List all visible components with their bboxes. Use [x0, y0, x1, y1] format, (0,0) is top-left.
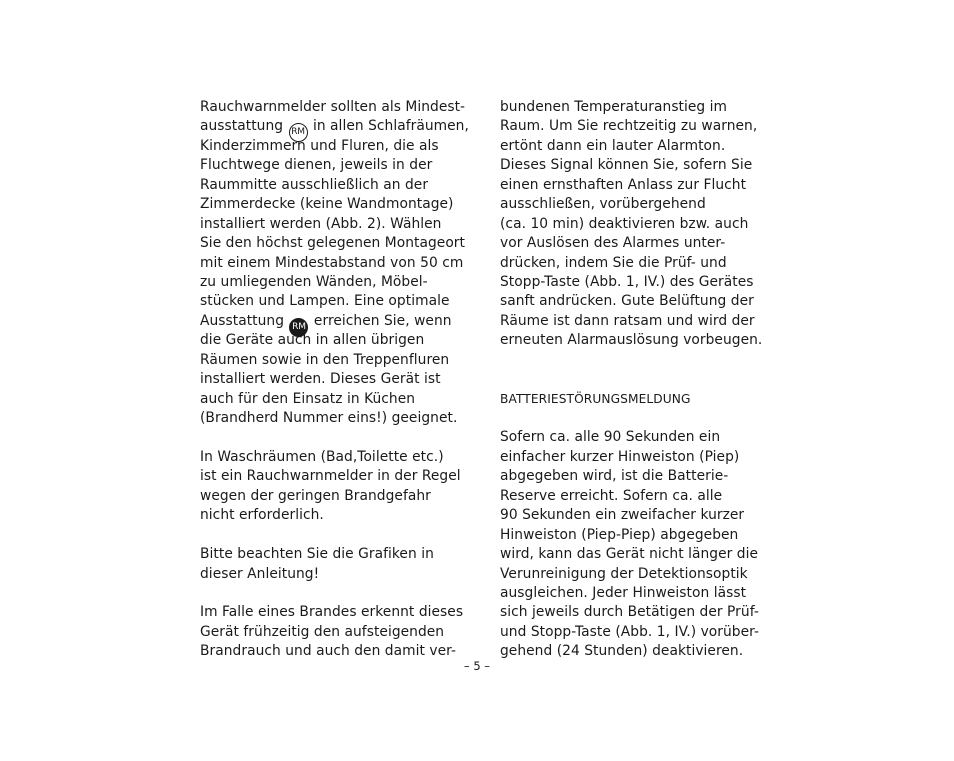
section-heading: BATTERIESTÖRUNGSMELDUNG: [500, 391, 691, 406]
text-line: nicht erforderlich.: [200, 507, 324, 524]
text-line: Verunreinigung der Detektionsoptik: [500, 565, 748, 582]
text-line: sanft andrücken. Gute Belüftung der: [500, 293, 754, 310]
text-line: dieser Anleitung!: [200, 565, 320, 582]
text-line: erneuten Alarmauslösung vorbeugen.: [500, 332, 763, 349]
text-line: auch für den Einsatz in Küchen: [200, 390, 416, 407]
text-line: ertönt dann ein lauter Alarmton.: [500, 137, 726, 154]
paragraph-spacer: [500, 351, 762, 370]
text-line: abgegeben wird, ist die Batterie-: [500, 468, 729, 485]
left-column: [200, 98, 469, 662]
paragraph-spacer: [200, 526, 462, 545]
text-line: Im Falle eines Brandes erkennt dieses: [200, 604, 464, 621]
paragraph-battery-warning: [500, 428, 762, 661]
rm-minimum-equipment-icon: RM: [289, 123, 308, 142]
text-line: sich jeweils durch Betätigen der Prüf-: [500, 604, 759, 621]
text-line: wegen der geringen Brandgefahr: [200, 487, 431, 504]
text-line: Rauchwarnmelder sollten als Mindest-: [200, 99, 466, 115]
text-line: installiert werden. Dieses Gerät ist: [200, 371, 441, 388]
paragraph-alarm-continuation: [500, 98, 762, 351]
text-line: Stopp-Taste (Abb. 1, IV.) des Gerätes: [500, 273, 754, 290]
text-line: Kinderzimmern und Fluren, die als: [200, 137, 439, 154]
text-line: Raummitte ausschließlich an der: [200, 176, 429, 193]
paragraph-spacer: [500, 370, 762, 389]
paragraph-spacer: [500, 409, 762, 428]
text-line: zu umliegenden Wänden, Möbel-: [200, 273, 428, 290]
paragraph-spacer: [200, 428, 462, 447]
text-line: ist ein Rauchwarnmelder in der Regel: [200, 468, 461, 485]
text-line: einfacher kurzer Hinweiston (Piep): [500, 448, 740, 465]
text-line: Fluchtwege dienen, jeweils in der: [200, 157, 433, 174]
text-line: Räume ist dann ratsam und wird der: [500, 312, 755, 329]
text-line: Räumen sowie in den Treppenfluren: [200, 351, 450, 368]
text-line: Sofern ca. alle 90 Sekunden ein: [500, 429, 721, 446]
text-line: ausschließen, vorübergehend: [500, 196, 706, 213]
text-line: mit einem Mindestabstand von 50 cm: [200, 254, 464, 271]
text-line: installiert werden (Abb. 2). Wählen: [200, 215, 442, 232]
text-line: stücken und Lampen. Eine optimale: [200, 293, 450, 310]
text-fragment: erreichen Sie, wenn: [313, 312, 452, 329]
paragraph-spacer: [200, 584, 462, 603]
right-column: [500, 98, 762, 662]
text-line: ausgleichen. Jeder Hinweiston lässt: [500, 584, 747, 601]
text-line: Dieses Signal können Sie, sofern Sie: [500, 157, 753, 174]
text-line: wird, kann das Gerät nicht länger die: [500, 546, 759, 563]
paragraph-mounting-recommendation: [200, 98, 469, 428]
text-line: Brandrauch und auch den damit ver-: [200, 643, 457, 660]
text-line: Sie den höchst gelegenen Montageort: [200, 235, 465, 252]
text-line: Raum. Um Sie rechtzeitig zu warnen,: [500, 118, 758, 135]
paragraph-fire-detection: [200, 603, 462, 661]
paragraph-washrooms: [200, 448, 462, 526]
text-line: gehend (24 Stunden) deaktivieren.: [500, 643, 744, 660]
text-line: 90 Sekunden ein zweifacher kurzer: [500, 507, 745, 524]
text-line: Reserve erreicht. Sofern ca. alle: [500, 487, 723, 504]
page-number: – 5 –: [463, 659, 491, 673]
text-line: Gerät frühzeitig den aufsteigenden: [200, 623, 445, 640]
text-fragment: Ausstattung: [200, 312, 289, 329]
text-fragment: in allen Schlafräumen,: [312, 118, 469, 135]
text-line: [200, 117, 469, 138]
text-line: drücken, indem Sie die Prüf- und: [500, 254, 727, 271]
text-line: Hinweiston (Piep-Piep) abgegeben: [500, 526, 739, 543]
text-line: die Geräte auch in allen übrigen: [200, 332, 425, 349]
text-line: und Stopp-Taste (Abb. 1, IV.) vorüber-: [500, 623, 760, 640]
text-line: (Brandherd Nummer eins!) geeignet.: [200, 410, 458, 426]
text-line: In Waschräumen (Bad,Toilette etc.): [200, 448, 444, 465]
rm-optimal-equipment-icon: RM: [289, 318, 308, 337]
text-line: einen ernsthaften Anlass zur Flucht: [500, 176, 747, 193]
text-line: Zimmerdecke (keine Wandmontage): [200, 196, 454, 213]
paragraph-graphics-note: [200, 545, 462, 584]
text-line: bundenen Temperaturanstieg im: [500, 99, 728, 115]
text-fragment: ausstattung: [200, 118, 288, 135]
text-line: [200, 312, 462, 331]
text-line: Bitte beachten Sie die Grafiken in: [200, 546, 434, 563]
text-line: vor Auslösen des Alarmes unter-: [500, 235, 726, 252]
text-line: (ca. 10 min) deaktivieren bzw. auch: [500, 215, 749, 232]
